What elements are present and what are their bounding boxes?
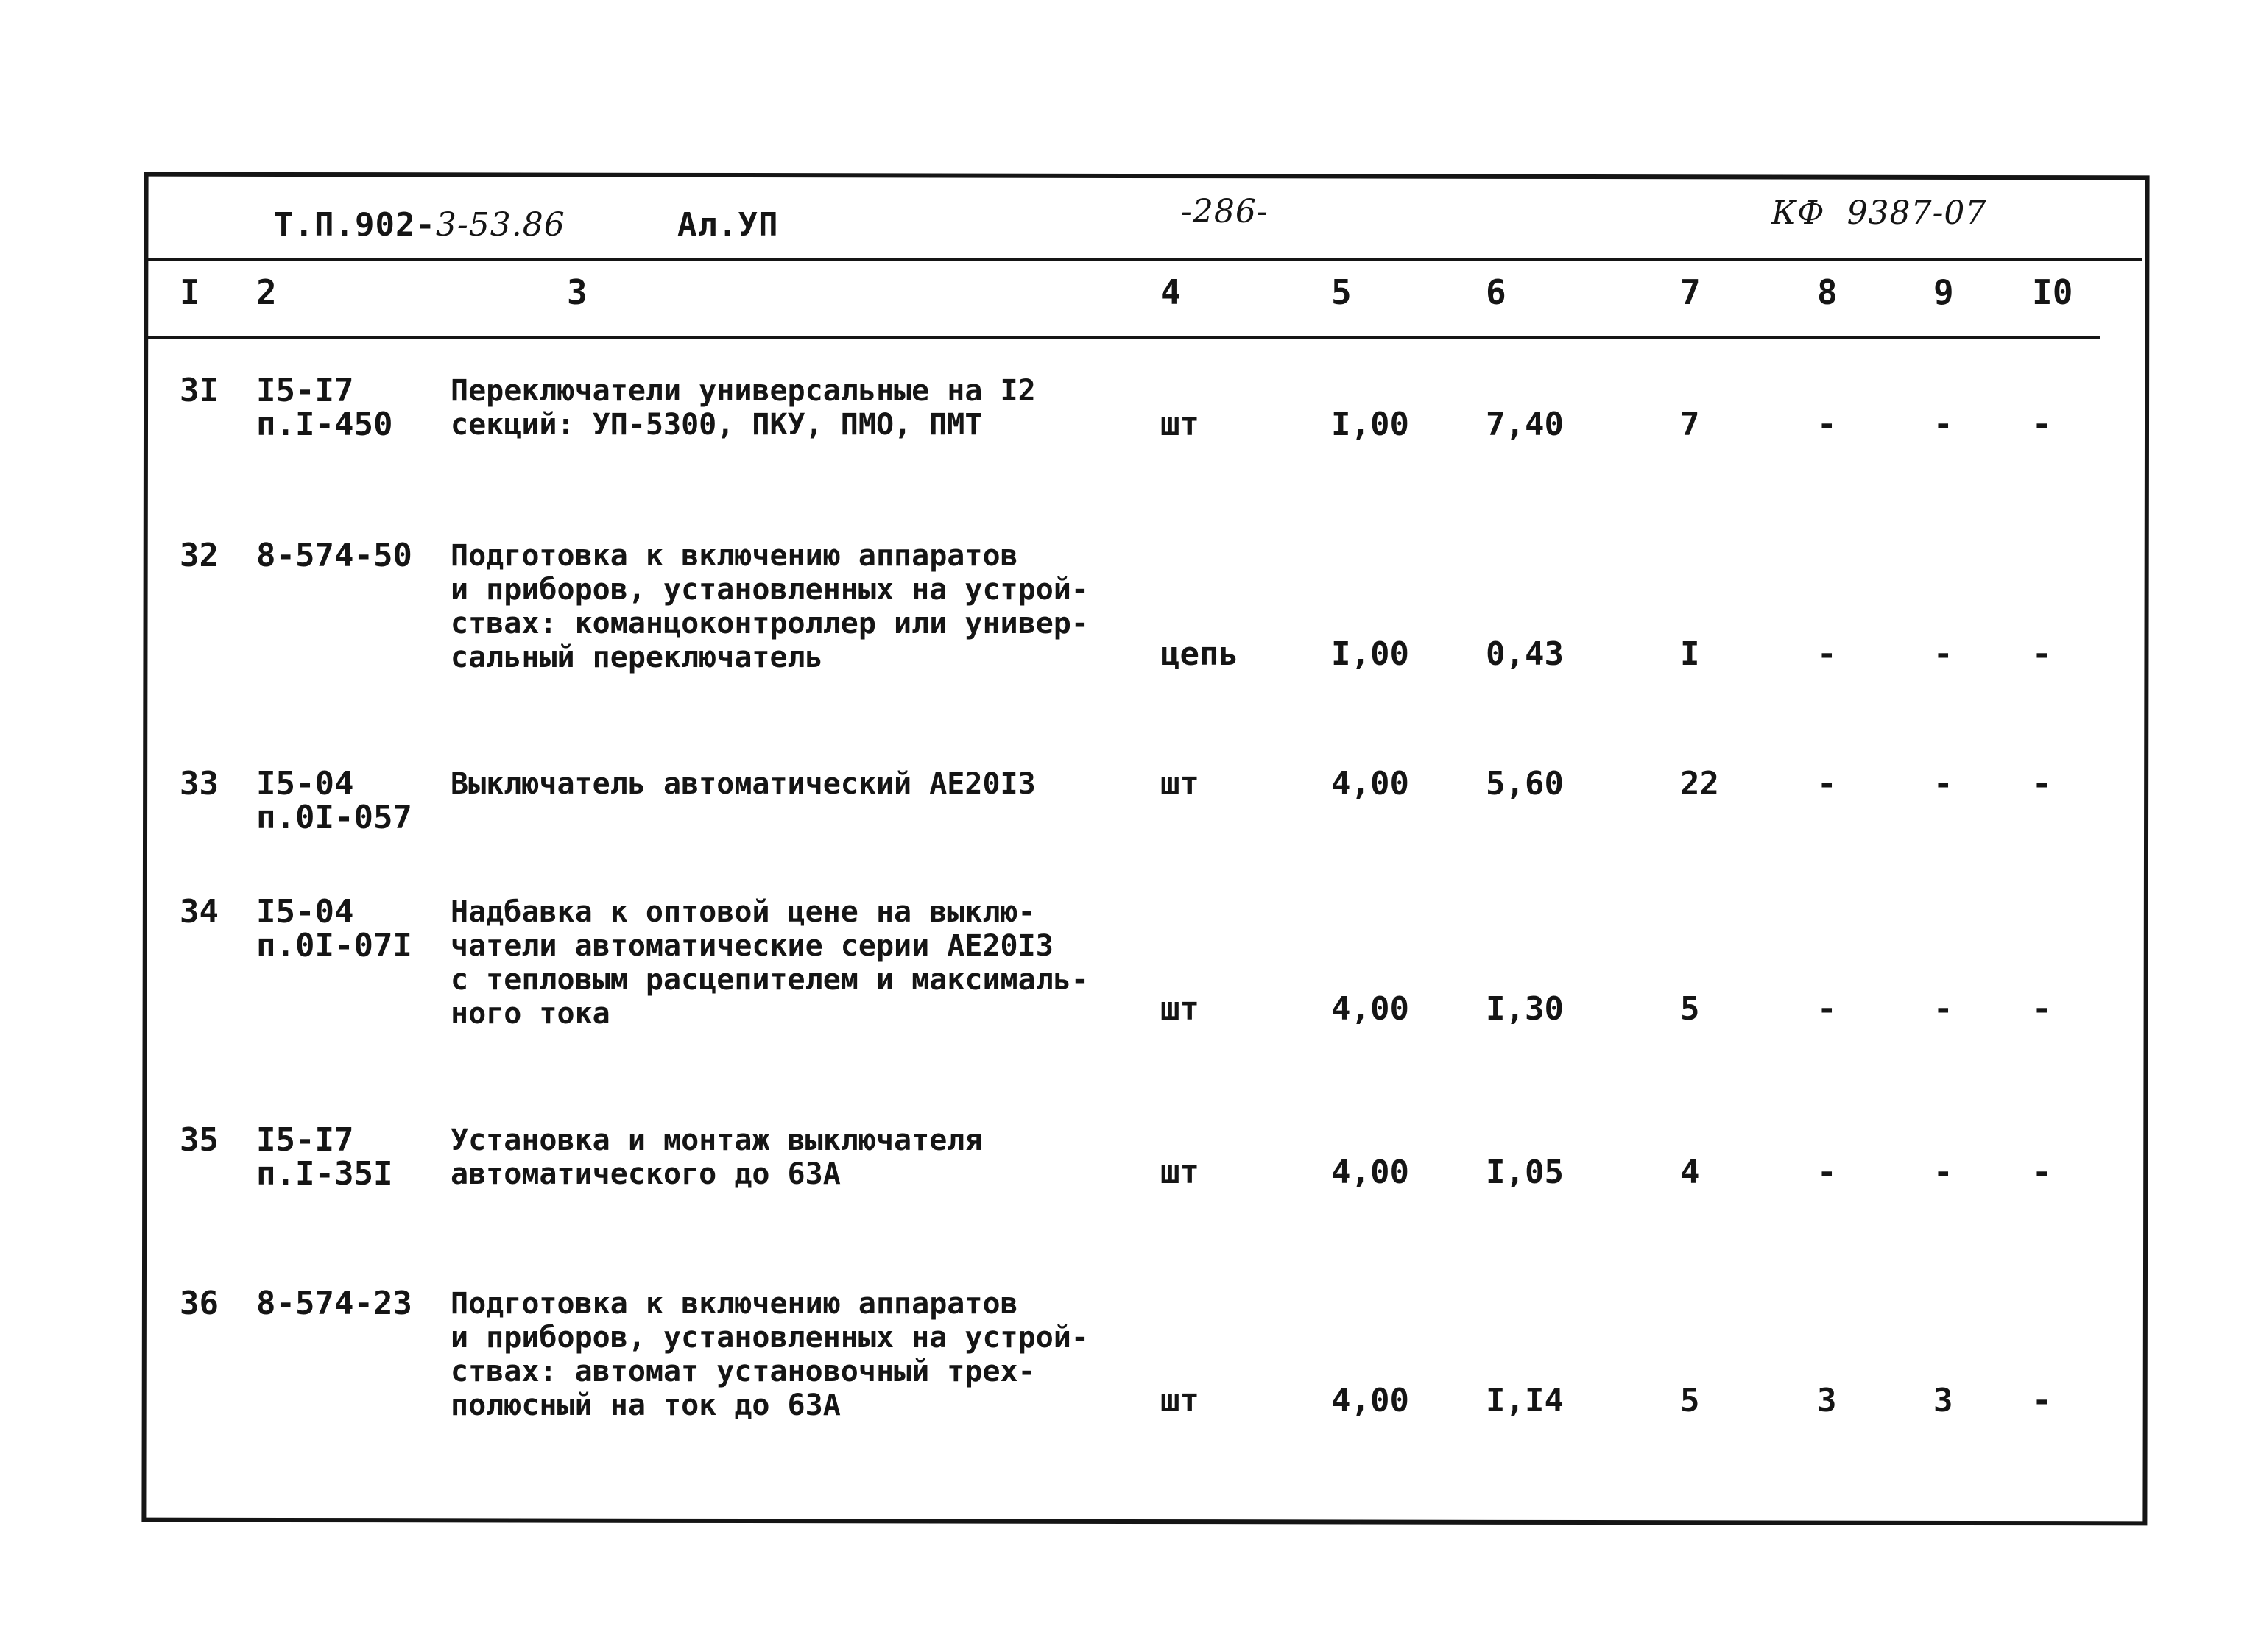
row-number: 36 <box>180 1285 219 1322</box>
row-code <box>256 1123 392 1191</box>
row-unit: шт <box>1160 1382 1199 1419</box>
stamp-number: 9387-07 <box>1846 194 1987 232</box>
row-code <box>256 767 412 835</box>
doc-code-printed: Т.П.902- <box>274 206 436 244</box>
sheet-frame <box>141 172 2149 1526</box>
row-code-line: I5-I7 <box>256 1121 354 1159</box>
row-code-line: 8-574-23 <box>256 1285 412 1322</box>
description-line: полюсный на ток до 63А <box>451 1388 841 1422</box>
description-line: ного тока <box>451 997 610 1031</box>
stamp-prefix: КФ <box>1771 194 1825 232</box>
row-col6: 0,43 <box>1486 635 1564 673</box>
row-unit: шт <box>1160 765 1199 802</box>
row-description <box>451 895 1089 1031</box>
row-description <box>451 1123 982 1191</box>
row-code-line: п.I-450 <box>256 406 393 443</box>
column-number-2: 2 <box>256 272 277 312</box>
row-col9: - <box>1933 1154 1953 1191</box>
description-line: с тепловым расцепителем и максималь- <box>451 963 1089 997</box>
description-line: Надбавка к оптовой цене на выклю- <box>451 895 1036 929</box>
description-line: Подготовка к включению аппаратов <box>451 539 1018 573</box>
row-col10: - <box>2032 635 2052 673</box>
row-col5: 4,00 <box>1331 765 1409 802</box>
row-col7: 5 <box>1680 1382 1700 1419</box>
table-header-divider <box>147 336 2100 339</box>
row-description <box>451 1287 1089 1422</box>
row-col9: - <box>1933 990 1953 1028</box>
doc-code-handwritten: 3-53.86 <box>435 206 565 244</box>
description-line: чатели автоматические серии АЕ20I3 <box>451 929 1054 963</box>
row-col5: I,00 <box>1331 635 1409 673</box>
description-line: ствах: команцоконтроллер или универ- <box>451 607 1089 640</box>
row-col8: - <box>1817 765 1837 802</box>
row-unit: шт <box>1160 406 1199 443</box>
row-number: 33 <box>180 765 219 802</box>
row-description <box>451 374 1036 442</box>
row-code <box>256 374 392 442</box>
description-line: автоматического до 63А <box>451 1157 841 1191</box>
column-number-4: 4 <box>1160 272 1181 312</box>
row-code-line: п.0I-057 <box>256 799 412 836</box>
description-line: секций: УП-5300, ПКУ, ПМО, ПМТ <box>451 408 983 442</box>
row-code-line: I5-04 <box>256 765 354 802</box>
row-code <box>256 539 412 573</box>
row-col8: - <box>1817 990 1837 1028</box>
album-label: Ал.УП <box>677 206 779 244</box>
row-col7: 22 <box>1680 765 1719 802</box>
row-code <box>256 1287 412 1321</box>
row-number: 3I <box>180 372 219 409</box>
row-code-line: п.I-35I <box>256 1155 393 1193</box>
doc-code <box>274 206 565 244</box>
description-line: и приборов, установленных на устрой- <box>451 1321 1089 1355</box>
description-line: и приборов, установленных на устрой- <box>451 573 1089 607</box>
description-line: сальный переключатель <box>451 640 823 674</box>
row-col6: I,30 <box>1486 990 1564 1028</box>
column-number-7: 7 <box>1680 272 1701 312</box>
column-number-6: 6 <box>1486 272 1506 312</box>
row-col6: I,I4 <box>1486 1382 1564 1419</box>
row-col8: - <box>1817 1154 1837 1191</box>
column-number-10: I0 <box>2032 272 2073 312</box>
row-unit: шт <box>1160 1154 1199 1191</box>
row-col7: I <box>1680 635 1700 673</box>
row-code-line: I5-I7 <box>256 372 354 409</box>
row-description <box>451 539 1089 674</box>
row-col6: 7,40 <box>1486 406 1564 443</box>
row-code-line: I5-04 <box>256 893 354 931</box>
stamp-code <box>1771 194 1986 232</box>
row-col10: - <box>2032 765 2052 802</box>
column-number-9: 9 <box>1933 272 1954 312</box>
row-unit: цепь <box>1160 635 1238 673</box>
row-col7: 7 <box>1680 406 1700 443</box>
row-col7: 5 <box>1680 990 1700 1028</box>
row-col9: 3 <box>1933 1382 1953 1419</box>
description-line: Переключатели универсальные на I2 <box>451 374 1036 408</box>
page-number: -286- <box>1181 193 1269 230</box>
description-line: Выключатель автоматический АЕ20I3 <box>451 767 1036 801</box>
column-number-8: 8 <box>1817 272 1838 312</box>
row-col6: 5,60 <box>1486 765 1564 802</box>
row-col5: 4,00 <box>1331 1382 1409 1419</box>
row-col10: - <box>2032 1154 2052 1191</box>
row-col5: 4,00 <box>1331 990 1409 1028</box>
row-col5: 4,00 <box>1331 1154 1409 1191</box>
row-number: 32 <box>180 537 219 574</box>
row-col9: - <box>1933 406 1953 443</box>
row-code <box>256 895 412 963</box>
description-line: Установка и монтаж выключателя <box>451 1123 983 1157</box>
description-line: ствах: автомат установочный трех- <box>451 1355 1036 1388</box>
row-col8: - <box>1817 406 1837 443</box>
header-divider <box>147 258 2142 261</box>
row-col10: - <box>2032 1382 2052 1419</box>
row-code-line: п.0I-07I <box>256 927 412 964</box>
row-number: 35 <box>180 1121 219 1159</box>
row-col8: 3 <box>1817 1382 1837 1419</box>
column-number-5: 5 <box>1331 272 1352 312</box>
row-code-line: 8-574-50 <box>256 537 412 574</box>
row-number: 34 <box>180 893 219 931</box>
row-col10: - <box>2032 406 2052 443</box>
column-number-1: I <box>180 272 200 312</box>
row-col8: - <box>1817 635 1837 673</box>
row-col6: I,05 <box>1486 1154 1564 1191</box>
column-number-3: 3 <box>567 272 588 312</box>
description-line: Подготовка к включению аппаратов <box>451 1287 1018 1321</box>
row-col10: - <box>2032 990 2052 1028</box>
row-col9: - <box>1933 765 1953 802</box>
row-col5: I,00 <box>1331 406 1409 443</box>
row-col7: 4 <box>1680 1154 1700 1191</box>
row-unit: шт <box>1160 990 1199 1028</box>
row-description <box>451 767 1036 801</box>
row-col9: - <box>1933 635 1953 673</box>
